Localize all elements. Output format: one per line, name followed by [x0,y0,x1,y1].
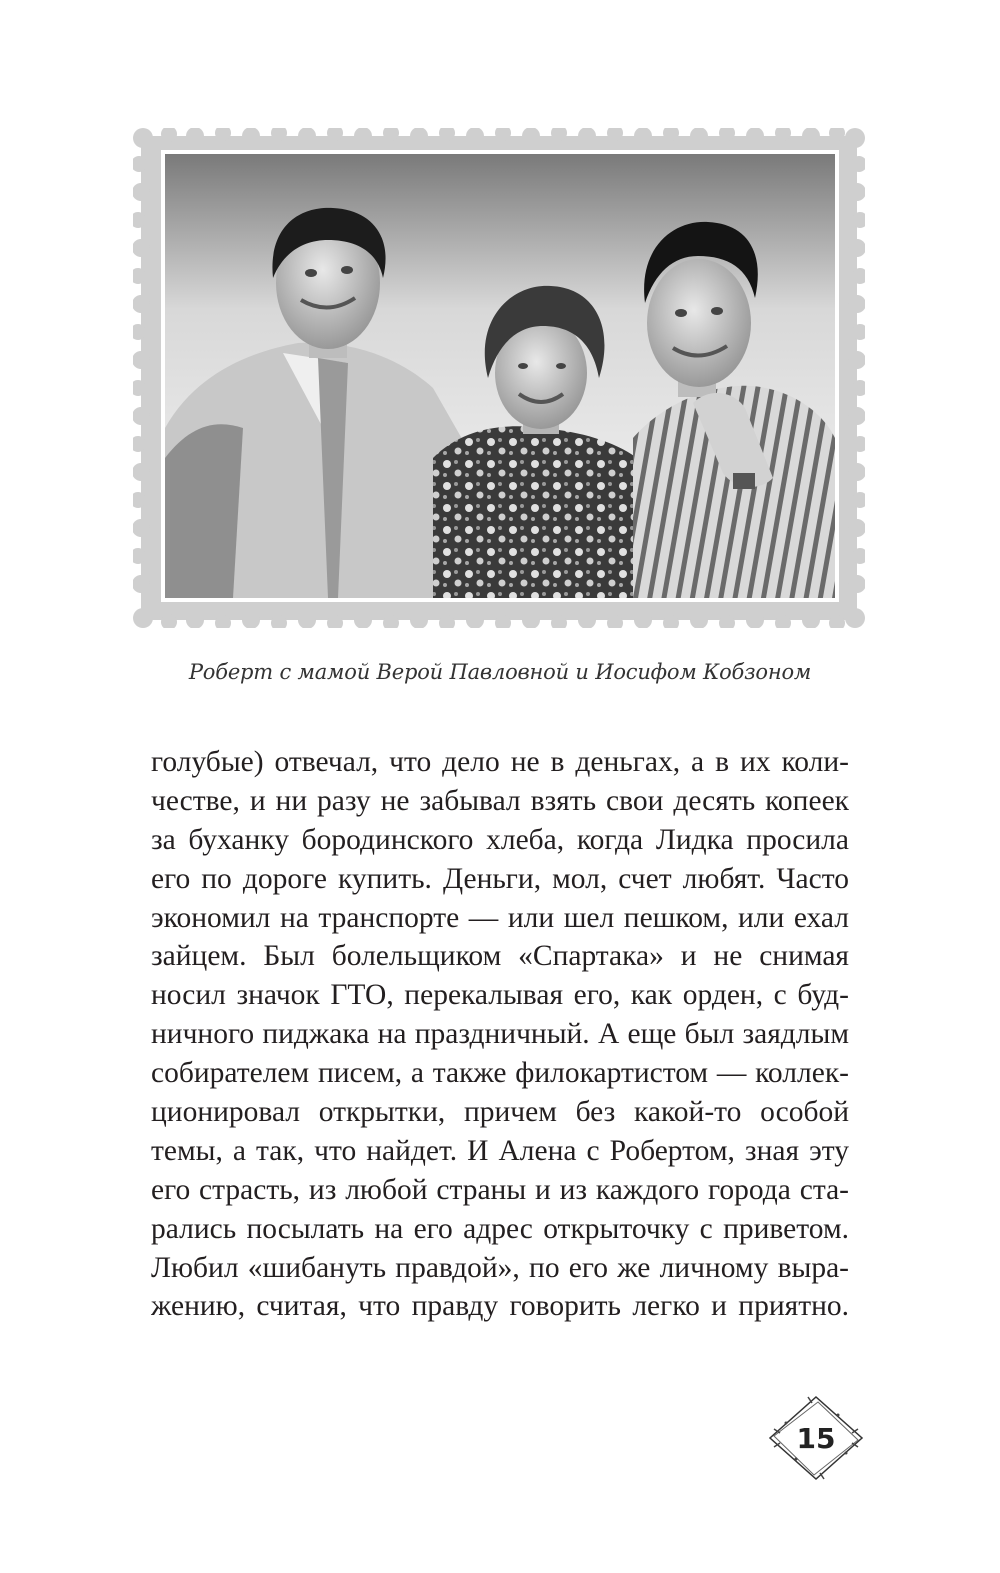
page-number: 15 [796,1421,836,1455]
photo-image [165,154,835,598]
text-line: экономил на транспорте — или шел пешком, или ехал [151,901,849,934]
text-line: темы, а так, что найдет. И Алена с Робертом, зная эту [151,1134,849,1167]
photo-frame [133,128,865,628]
text-line: рались посылать на его адрес открыточку с приветом. [151,1212,849,1245]
text-line: честве, и ни разу не забывал взять свои десять копеек [151,784,849,817]
text-line: голубые) отвечал, что дело не в деньгах, а в их коли- [151,746,849,778]
text-line: Любил «шибануть правдой», по его же личному выра- [151,1251,849,1284]
page-number-badge [766,1393,866,1483]
photograph [133,128,865,628]
text-line: его страсть, из любой страны и из каждого города ста- [151,1173,849,1206]
text-line: жению, считая, что правду говорить легко и приятно. [151,1290,849,1323]
text-line: за буханку бородинского хлеба, когда Лидка просила [151,823,849,856]
body-paragraph [151,743,849,1326]
text-line: его по дороге купить. Деньги, мол, счет любят. Часто [151,862,849,895]
text-line: ничного пиджака на праздничный. А еще был заядлым [151,1018,849,1051]
text-line: носил значок ГТО, перекалывая его, как орден, с буд- [151,979,849,1012]
photo-caption: Роберт с мамой Верой Павловной и Иосифом Кобзоном [188,660,812,684]
text-line: зайцем. Был болельщиком «Спартака» и не снимая [151,940,849,973]
text-line: собирателем писем, а также филокартистом — коллек- [151,1057,849,1090]
text-line: ционировал открытки, причем без какой-то особой [151,1096,849,1129]
